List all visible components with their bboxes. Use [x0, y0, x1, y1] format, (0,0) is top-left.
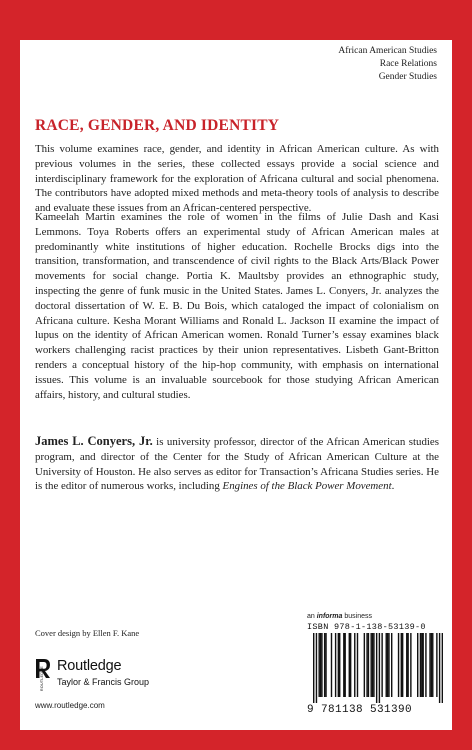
barcode-bar [372, 633, 373, 697]
barcode-bar [373, 633, 374, 697]
informa-prefix: an [307, 613, 317, 620]
author-bio-end: . [391, 480, 395, 493]
barcode-bar [318, 633, 319, 697]
barcode-bar [431, 633, 432, 697]
barcode-bar [439, 633, 440, 703]
author-name: James L. Conyers, Jr. [35, 434, 153, 448]
barcode-bar [316, 633, 317, 703]
publisher-group: Taylor & Francis Group [57, 677, 150, 687]
barcode-bar [386, 633, 387, 697]
barcode-bar [321, 633, 322, 697]
barcode-bar [421, 633, 422, 697]
barcode-bar [335, 633, 336, 697]
author-bio-text: is university professor, director of the African American studies program, and director of the Center for the Study of African American Culture at the University of Houston. He also serves as editor for Transaction’s Africana Studies series. He is the editor of numerous works, including [35, 436, 439, 493]
barcode-bar [354, 633, 355, 697]
barcode-bar [364, 633, 365, 697]
routledge-logo-icon [35, 658, 51, 694]
svg-text:ROUTLEDGE: ROUTLEDGE [40, 665, 44, 691]
description-paragraph: This volume examines race, gender, and identity in African American culture. As with previous volumes in the series, these collected essays provide a social science and interdisciplinary framework for the exploration of Africana cultural and social phenomena. The contributors have adopted mixed methods and meta-theory tools of analysis to describe and evaluate these issues from an African-centered perspective. [35, 143, 439, 215]
barcode-bar [331, 633, 332, 697]
cover-design-credit: Cover design by Ellen F. Kane [35, 628, 140, 638]
barcode-bar [320, 633, 321, 697]
content-panel [20, 40, 452, 730]
barcode-bar [398, 633, 399, 697]
barcode-bar [344, 633, 345, 697]
barcode-bar [376, 633, 377, 703]
informa-suffix: business [342, 613, 372, 620]
barcode-bar [338, 633, 339, 697]
barcode-bar [368, 633, 369, 697]
barcode-bar [432, 633, 433, 697]
subject-item: African American Studies [338, 46, 437, 56]
publisher-website: www.routledge.com [35, 701, 105, 710]
barcode-bar [417, 633, 418, 697]
barcode-bar [357, 633, 358, 697]
subject-item: Gender Studies [378, 72, 437, 82]
barcode-bar [407, 633, 408, 697]
routledge-logo [35, 658, 175, 694]
barcode-bar [406, 633, 407, 697]
barcode-bar [349, 633, 350, 697]
barcode-bar [420, 633, 421, 697]
contributors-paragraph: Kameelah Martin examines the role of women in the films of Julie Dash and Kasi Lemmons. Toya Roberts offers an experimental study of African American males at predominantly white institutions of higher education. Rochelle Brocks digs into the transition, transformation, and transcendence of civil rights to the Black Arts/Black Power movements for social change. Portia K. Maultsby provides an ethnographic study, inspecting the genre of funk music in the United States. James L. Conyers, Jr. analyzes the doctoral dissertation of W. E. B. Du Bois, which cataloged the impact of colonialism on Africana culture. Kesha Morant Williams and Ronald L. Jackson II examine the impact of lupus on the identity of African American women. Ronald Turner’s essay examines black workers challenging racist practices by their union representatives. Lisbeth Gant-Britton renders a conceptual history of the hip-hop community, with emphasis on international issues. This volume is an invaluable sourcebook for those studying African American affairs, history, and cultural studies. [35, 211, 439, 401]
barcode-bar [425, 633, 426, 697]
barcode-bar [401, 633, 402, 697]
book-title: RACE, GENDER, AND IDENTITY [35, 117, 280, 134]
subject-item: Race Relations [379, 59, 437, 69]
barcode-bar [379, 633, 380, 703]
barcode [313, 633, 443, 703]
barcode-bar [350, 633, 351, 697]
author-bio [35, 434, 439, 494]
barcode-bar [339, 633, 340, 697]
barcode-bar [370, 633, 371, 697]
subject-list [338, 45, 437, 84]
barcode-bar [388, 633, 389, 697]
barcode-bar [436, 633, 437, 697]
isbn-label: ISBN 978-1-138-53139-0 [307, 622, 426, 632]
barcode-bar [410, 633, 411, 697]
barcode-bar [313, 633, 314, 703]
barcode-bar [325, 633, 326, 697]
barcode-bar [429, 633, 430, 697]
barcode-bar [343, 633, 344, 697]
author-work-title: Engines of the Black Power Movement [222, 480, 392, 493]
barcode-bar [387, 633, 388, 697]
barcode-digits: 9 781138 531390 [307, 704, 413, 716]
informa-business-line [307, 613, 372, 620]
barcode-bar [324, 633, 325, 697]
barcode-bar [391, 633, 392, 697]
barcode-bar [366, 633, 367, 697]
barcode-bar [442, 633, 443, 703]
barcode-bar [402, 633, 403, 697]
barcode-bar [381, 633, 382, 697]
publisher-name: Routledge [57, 658, 122, 674]
informa-brand: informa [316, 613, 343, 620]
barcode-bar [422, 633, 423, 697]
